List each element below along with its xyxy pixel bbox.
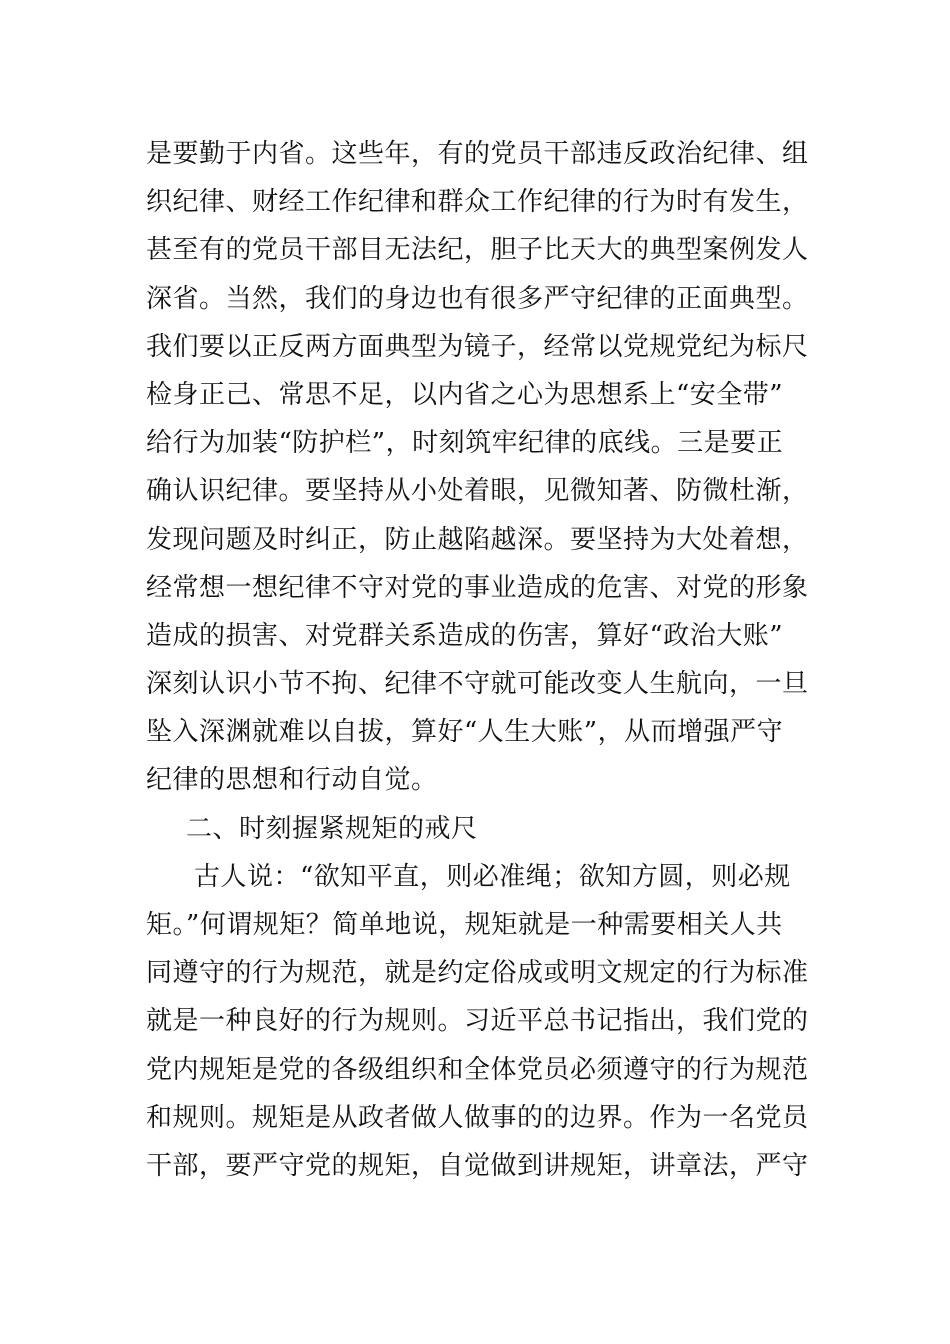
paragraph-line-1: 是要勤于内省。这些年，有的党员干部违反政治纪律、组 xyxy=(146,139,809,169)
paragraph-line-5: 我们要以正反两方面典型为镜子，经常以党规党纪为标尺 xyxy=(146,331,809,362)
paragraph-line-4: 深省。当然，我们的身边也有很多严守纪律的正面典型。 xyxy=(146,283,809,314)
document-body xyxy=(146,130,816,1190)
paragraph-line-3: 甚至有的党员干部目无法纪，胆子比天大的典型案例发人 xyxy=(146,235,809,266)
paragraph-line-21: 和规则。规矩是从政者做人做事的的边界。作为一名党员 xyxy=(146,1102,809,1133)
paragraph-line-2: 织纪律、财经工作纪律和群众工作纪律的行为时有发生， xyxy=(146,187,809,218)
paragraph-line-17: 矩。”何谓规矩？简单地说，规矩就是一种需要相关人共 xyxy=(146,910,783,940)
paragraph-line-20: 党内规矩是党的各级组织和全体党员必须遵守的行为规范 xyxy=(146,1054,809,1085)
paragraph-line-9: 发现问题及时纠正，防止越陷越深。要坚持为大处着想， xyxy=(146,524,809,555)
paragraph-line-13: 坠入深渊就难以自拔，算好“人生大账”，从而增强严守 xyxy=(146,717,784,748)
paragraph-line-18: 同遵守的行为规范，就是约定俗成或明文规定的行为标准 xyxy=(146,958,809,989)
paragraph-line-10: 经常想一想纪律不守对党的事业造成的危害、对党的形象 xyxy=(146,572,809,603)
paragraph-line-7: 给行为加装“防护栏”，时刻筑牢纪律的底线。三是要正 xyxy=(146,428,784,459)
paragraph-line-6: 检身正己、常思不足，以内省之心为思想系上“安全带” xyxy=(146,379,784,410)
paragraph-line-14: 纪律的思想和行动自觉。 xyxy=(146,765,438,796)
paragraph-line-22: 干部，要严守党的规矩，自觉做到讲规矩，讲章法，严守 xyxy=(146,1150,809,1181)
paragraph-line-8: 确认识纪律。要坚持从小处着眼，见微知著、防微杜渐， xyxy=(146,476,809,507)
paragraph-line-16: 古人说：“欲知平直，则必准绳；欲知方圆，则必规 xyxy=(194,861,791,892)
paragraph-line-11: 造成的损害、对党群关系造成的伤害，算好“政治大账” xyxy=(146,620,784,651)
paragraph-line-19: 就是一种良好的行为规则。习近平总书记指出，我们党的 xyxy=(146,1006,809,1037)
paragraph-line-12: 深刻认识小节不拘、纪律不守就可能改变人生航向，一旦 xyxy=(146,669,809,700)
section-heading: 二、时刻握紧规矩的戒尺 xyxy=(186,813,478,844)
